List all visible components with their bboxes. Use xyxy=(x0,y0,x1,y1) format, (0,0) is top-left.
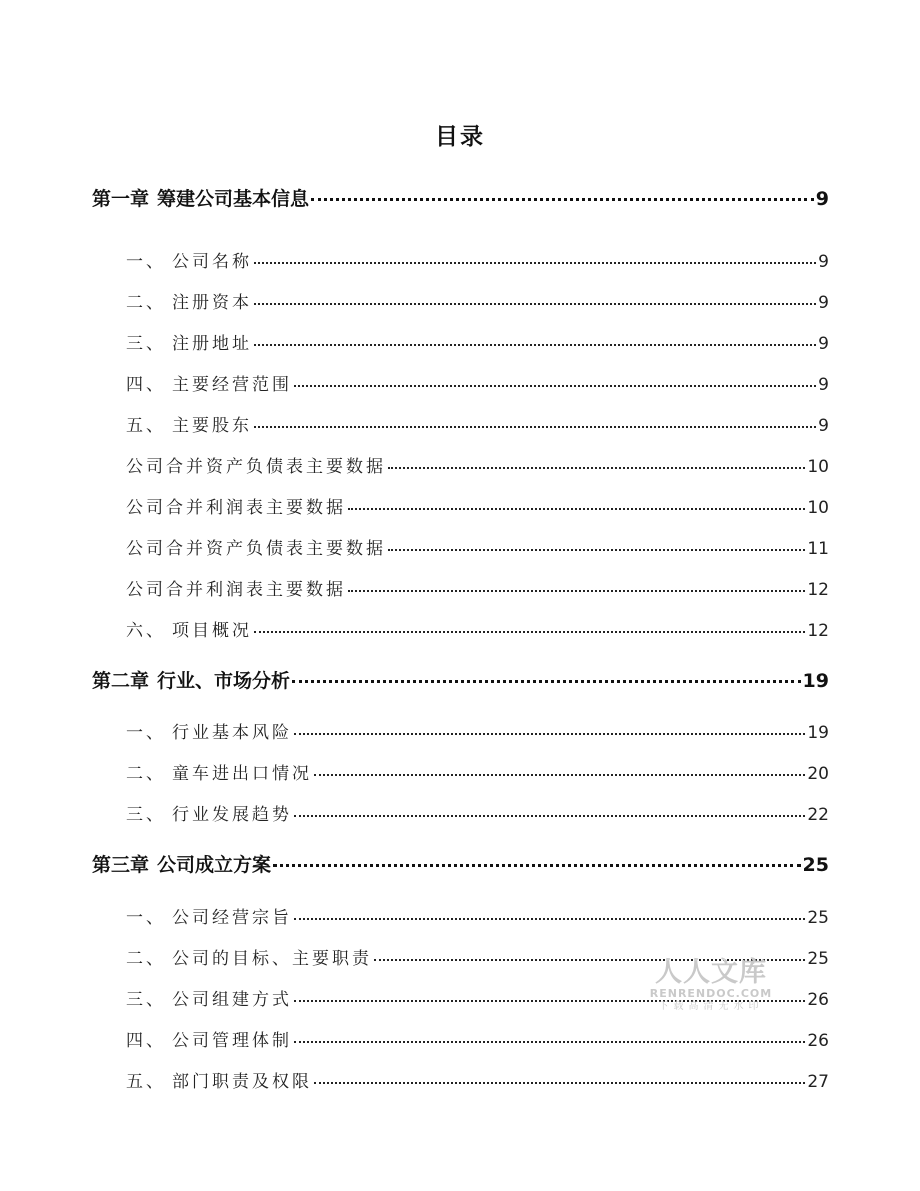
toc-section-label: 公司合并资产负债表主要数据 xyxy=(126,539,386,559)
toc-section-num: 三、 xyxy=(126,990,166,1010)
toc-section[interactable] xyxy=(126,575,829,600)
toc-section-label: 公司组建方式 xyxy=(172,990,292,1010)
toc-page-number: 25 xyxy=(807,949,829,969)
toc-chapter-label: 行业、市场分析 xyxy=(157,670,291,692)
toc-section[interactable] xyxy=(126,247,829,272)
toc-page-number: 22 xyxy=(807,805,829,825)
toc-leader-dots xyxy=(254,344,816,346)
toc-page-number: 19 xyxy=(807,723,829,743)
toc-chapter-num: 第一章 xyxy=(92,188,150,210)
toc-page-number: 11 xyxy=(807,539,829,559)
toc-section-num: 五、 xyxy=(126,416,166,436)
toc-section[interactable] xyxy=(126,800,829,825)
toc-section-num: 六、 xyxy=(126,621,166,641)
toc-section[interactable] xyxy=(126,411,829,436)
toc-section-label: 主要股东 xyxy=(172,416,252,436)
toc-section-num: 四、 xyxy=(126,375,166,395)
toc-section-num: 二、 xyxy=(126,293,166,313)
watermark-domain-text: RENRENDOC.COM xyxy=(649,987,773,1000)
toc-leader-dots xyxy=(294,918,805,920)
toc-section-num: 二、 xyxy=(126,949,166,969)
toc-leader-dots xyxy=(311,198,814,201)
toc-section-num: 四、 xyxy=(126,1031,166,1051)
toc-section[interactable] xyxy=(126,534,829,559)
toc-section[interactable] xyxy=(126,1026,829,1051)
toc-section-label: 行业基本风险 xyxy=(172,723,292,743)
toc-leader-dots xyxy=(254,262,816,264)
toc-page-number: 25 xyxy=(807,908,829,928)
toc-page-number: 26 xyxy=(807,1031,829,1051)
toc-section[interactable] xyxy=(126,903,829,928)
toc-leader-dots xyxy=(294,733,805,735)
toc-leader-dots xyxy=(314,1082,805,1084)
toc-section-label: 公司合并资产负债表主要数据 xyxy=(126,457,386,477)
toc-section-label: 公司合并利润表主要数据 xyxy=(126,498,346,518)
toc-chapter-label: 公司成立方案 xyxy=(157,854,272,876)
toc-chapter-label: 筹建公司基本信息 xyxy=(157,188,310,210)
toc-page-number: 12 xyxy=(807,621,829,641)
toc-section-num: 二、 xyxy=(126,764,166,784)
toc-page-number: 26 xyxy=(807,990,829,1010)
toc-page-number: 9 xyxy=(818,293,829,313)
toc-chapter-num: 第三章 xyxy=(92,854,150,876)
toc-page-number: 9 xyxy=(815,188,829,210)
toc-leader-dots xyxy=(254,631,805,633)
toc-section-label: 部门职责及权限 xyxy=(172,1072,312,1092)
toc-leader-dots xyxy=(294,815,805,817)
toc-page-number: 10 xyxy=(807,498,829,518)
toc-section-label: 公司经营宗旨 xyxy=(172,908,292,928)
toc-section-label: 童车进出口情况 xyxy=(172,764,312,784)
toc-chapter-2[interactable] xyxy=(92,666,829,693)
toc-leader-dots xyxy=(254,426,816,428)
toc-section-num: 一、 xyxy=(126,723,166,743)
toc-section[interactable] xyxy=(126,616,829,641)
toc-section-label: 公司合并利润表主要数据 xyxy=(126,580,346,600)
toc-leader-dots xyxy=(273,864,801,867)
toc-page-number: 20 xyxy=(807,764,829,784)
toc-leader-dots xyxy=(294,385,816,387)
toc-section-label: 注册资本 xyxy=(172,293,252,313)
toc-page-number: 9 xyxy=(818,334,829,354)
toc-chapter-3[interactable] xyxy=(92,850,829,877)
watermark-logo xyxy=(646,958,776,1014)
toc-section[interactable] xyxy=(126,1067,829,1092)
toc-section[interactable] xyxy=(126,370,829,395)
toc-section[interactable] xyxy=(126,718,829,743)
toc-section[interactable] xyxy=(126,493,829,518)
toc-page-number: 10 xyxy=(807,457,829,477)
watermark-tagline: 下载高清无水印 xyxy=(658,1001,764,1012)
toc-page-number: 25 xyxy=(802,854,829,876)
toc-leader-dots xyxy=(348,590,805,592)
toc-leader-dots xyxy=(314,774,805,776)
toc-page-number: 9 xyxy=(818,416,829,436)
toc-page-number: 27 xyxy=(807,1072,829,1092)
toc-chapter-num: 第二章 xyxy=(92,670,150,692)
toc-section-label: 行业发展趋势 xyxy=(172,805,292,825)
toc-page-number: 9 xyxy=(818,375,829,395)
toc-leader-dots xyxy=(254,303,816,305)
toc-leader-dots xyxy=(388,549,805,551)
toc-leader-dots xyxy=(294,1041,805,1043)
page-title: 目录 xyxy=(435,124,485,150)
toc-chapter-1[interactable] xyxy=(92,184,829,211)
toc-section[interactable] xyxy=(126,759,829,784)
toc-page-number: 19 xyxy=(802,670,829,692)
toc-page-number: 9 xyxy=(818,252,829,272)
toc-leader-dots xyxy=(388,467,805,469)
toc-section[interactable] xyxy=(126,329,829,354)
toc-page-number: 12 xyxy=(807,580,829,600)
toc-leader-dots xyxy=(348,508,805,510)
toc-section-num: 三、 xyxy=(126,334,166,354)
toc-section-label: 公司名称 xyxy=(172,252,252,272)
toc-section-num: 五、 xyxy=(126,1072,166,1092)
toc-section-num: 一、 xyxy=(126,252,166,272)
toc-section-label: 主要经营范围 xyxy=(172,375,292,395)
toc-section-label: 注册地址 xyxy=(172,334,252,354)
toc-section-num: 三、 xyxy=(126,805,166,825)
toc-section-label: 项目概况 xyxy=(172,621,252,641)
toc-section-num: 一、 xyxy=(126,908,166,928)
watermark-main-text: 人人文库 xyxy=(655,957,767,988)
toc-section[interactable] xyxy=(126,288,829,313)
toc-section[interactable] xyxy=(126,452,829,477)
toc-section-label: 公司的目标、主要职责 xyxy=(172,949,372,969)
toc-leader-dots xyxy=(292,680,801,683)
toc-section-label: 公司管理体制 xyxy=(172,1031,292,1051)
